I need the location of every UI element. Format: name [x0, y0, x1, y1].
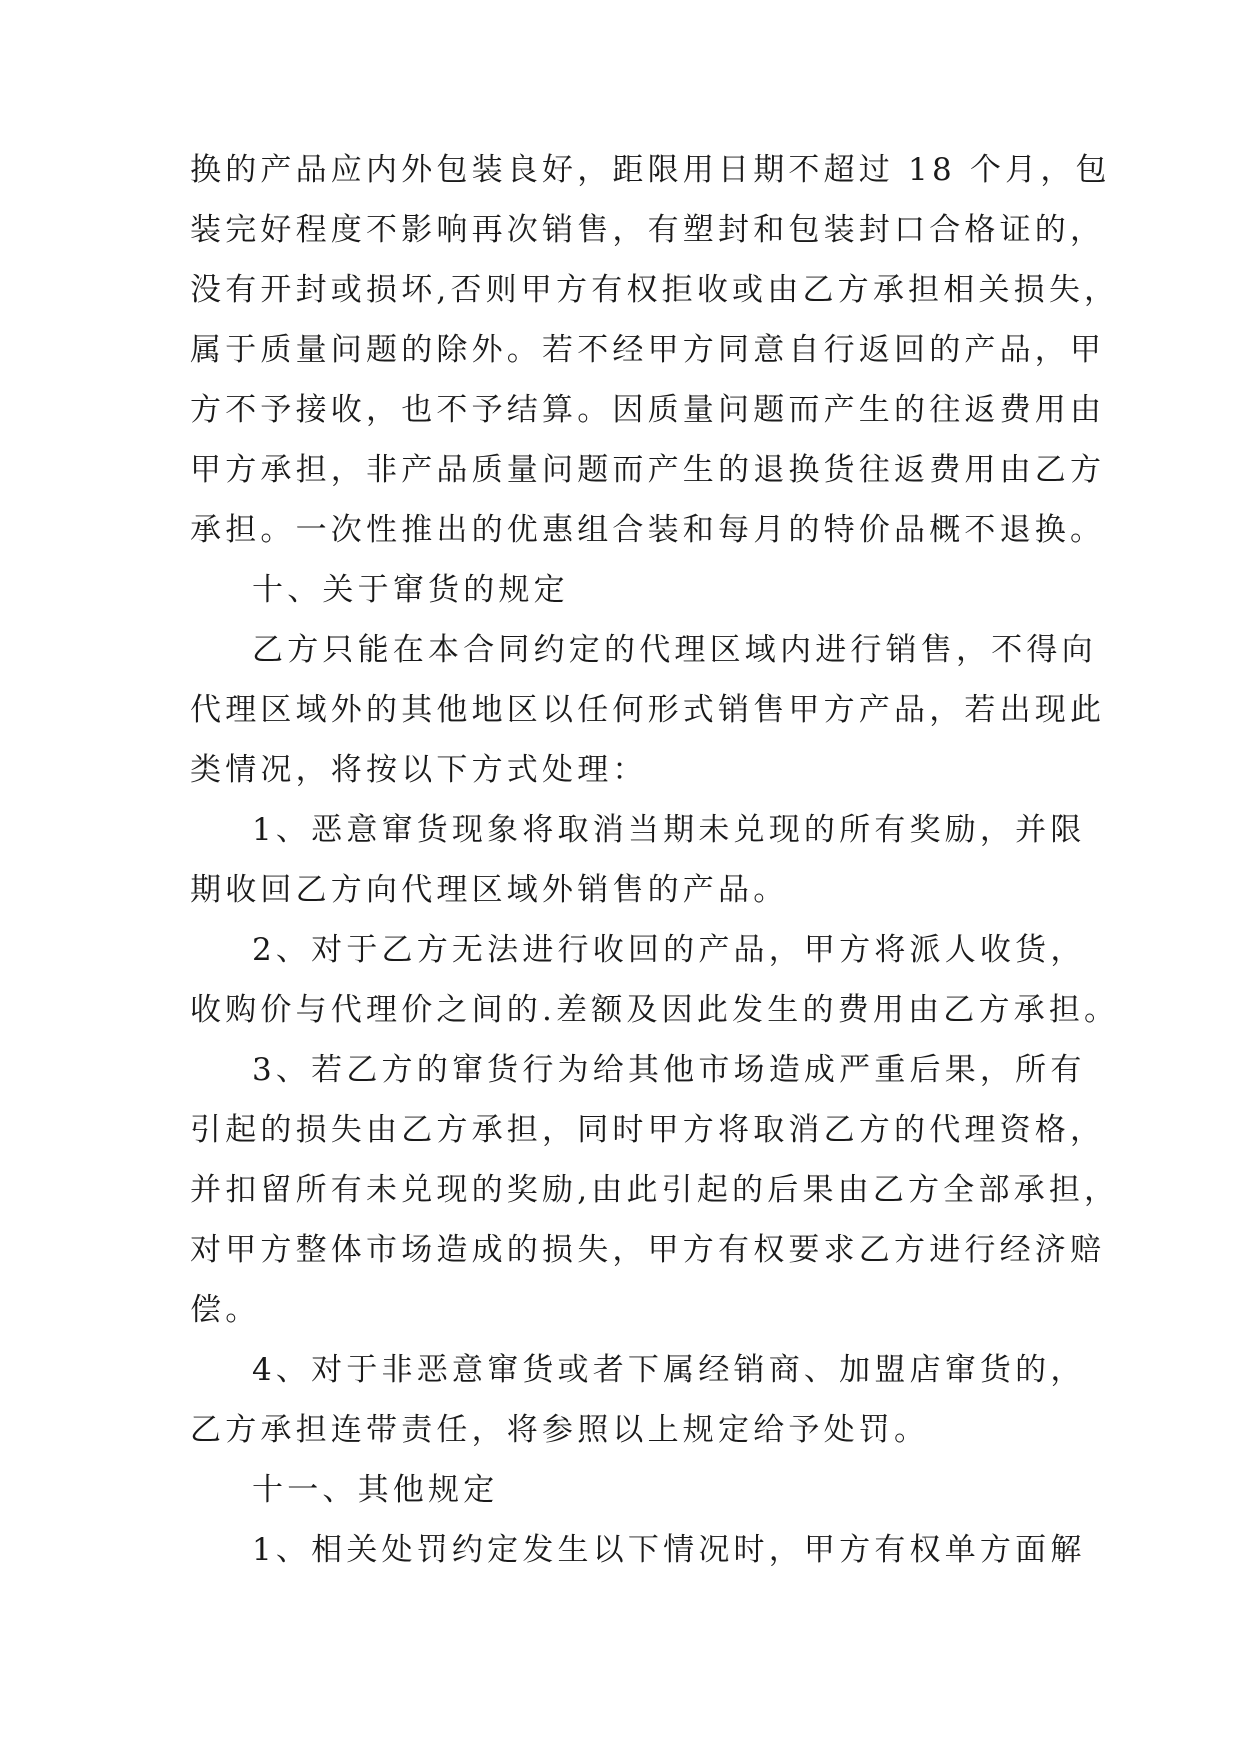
text-line: 4、对于非恶意窜货或者下属经销商、加盟店窜货的， [252, 1352, 1086, 1388]
text-line: 并扣留所有未兑现的奖励,由此引起的后果由乙方全部承担， [190, 1172, 1120, 1208]
text-line: 代理区域外的其他地区以任何形式销售甲方产品，若出现此 [190, 692, 1106, 728]
text-line: 乙方只能在本合同约定的代理区域内进行销售，不得向 [252, 632, 1097, 668]
text-line: 承担。一次性推出的优惠组合装和每月的特价品概不退换。 [190, 512, 1106, 548]
text-line: 引起的损失由乙方承担，同时甲方将取消乙方的代理资格， [190, 1112, 1106, 1148]
text-line: 1、恶意窜货现象将取消当期未兑现的所有奖励，并限 [252, 812, 1086, 848]
text-line: 类情况，将按以下方式处理： [190, 752, 648, 788]
text-line: 装完好程度不影响再次销售，有塑封和包装封口合格证的， [190, 212, 1106, 248]
text-line: 收购价与代理价之间的.差额及因此发生的费用由乙方承担。 [190, 992, 1120, 1028]
text-line: 没有开封或损坏,否则甲方有权拒收或由乙方承担相关损失， [190, 272, 1120, 308]
section-heading: 十、关于窜货的规定 [252, 572, 569, 608]
text-line: 期收回乙方向代理区域外销售的产品。 [190, 872, 789, 908]
section-heading: 十一、其他规定 [252, 1472, 499, 1508]
text-line: 属于质量问题的除外。若不经甲方同意自行返回的产品，甲 [190, 332, 1106, 368]
text-line: 乙方承担连带责任，将参照以上规定给予处罚。 [190, 1412, 930, 1448]
text-line: 对甲方整体市场造成的损失，甲方有权要求乙方进行经济赔 [190, 1232, 1106, 1268]
text-line: 方不予接收，也不予结算。因质量问题而产生的往返费用由 [190, 392, 1106, 428]
text-line: 偿。 [190, 1292, 261, 1328]
text-line: 2、对于乙方无法进行收回的产品，甲方将派人收货， [252, 932, 1086, 968]
text-line: 换的产品应内外包装良好，距限用日期不超过 18 个月，包 [190, 152, 1111, 188]
text-line: 1、相关处罚约定发生以下情况时，甲方有权单方面解 [252, 1532, 1086, 1568]
text-line: 3、若乙方的窜货行为给其他市场造成严重后果，所有 [252, 1052, 1086, 1088]
text-line: 甲方承担，非产品质量问题而产生的退换货往返费用由乙方 [190, 452, 1106, 488]
